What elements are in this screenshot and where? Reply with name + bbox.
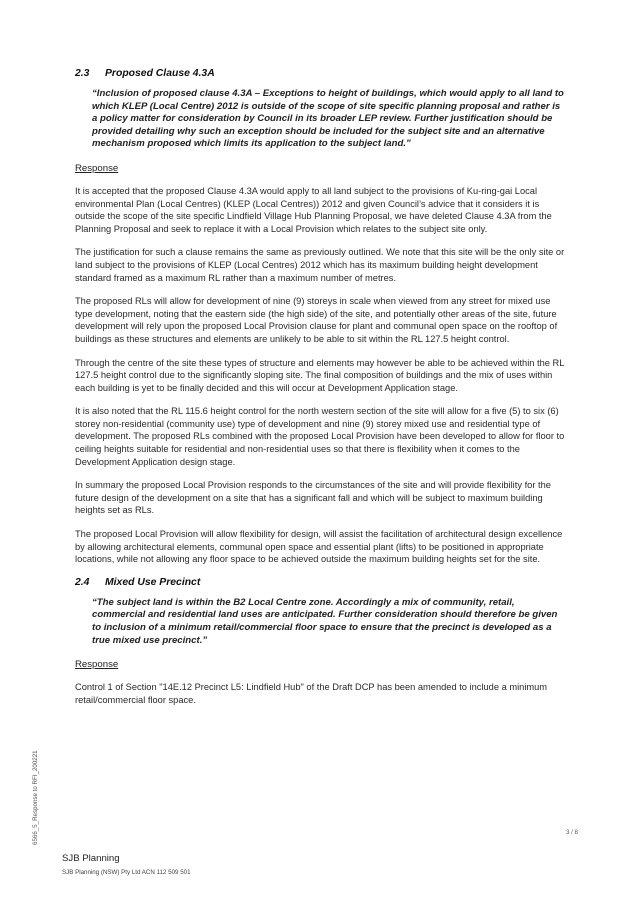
footer-company: SJB Planning [62, 853, 120, 864]
section-number: 2.3 [75, 68, 90, 79]
response-label: Response [75, 659, 119, 671]
page-number: 3 / 8 [565, 829, 578, 836]
side-document-reference: 6566_5_Response to RFI_200221 [32, 750, 39, 845]
response-label: Response [75, 162, 119, 174]
section-title: Proposed Clause 4.3A [105, 68, 215, 79]
council-quote: “The subject land is within the B2 Local Centre zone. Accordingly a mix of community, retail, commercial and residential land uses are anticipated. Further consideration should therefore be given to inclusion of a minimum retail/commercial floor space to ensure that the precinct is developed as a true mixed use precinct.” [92, 596, 558, 646]
paragraph: It is also noted that the RL 115.6 height control for the north western section of the site will allow for a five (5) to six (6) storey non-residential (community use) type of development and nine (9) storey mixed use and residential type of development. The proposed RLs combined with the proposed Local Provision have been developed to allow for floor to ceiling heights suitable for residential and non-residential uses so that there is flexibility when it comes to the Development Application design stage. [75, 406, 565, 467]
footer-details: SJB Planning (NSW) Pty Ltd ACN 112 509 501 [62, 869, 191, 876]
document-body [75, 68, 565, 717]
paragraph: In summary the proposed Local Provision responds to the circumstances of the site and will provide flexibility for the future design of the development on a site that has a significant fall and which will be subject to maximum building heights set as RLs. [75, 480, 551, 516]
section-2-3 [75, 68, 565, 566]
council-quote: “Inclusion of proposed clause 4.3A – Exceptions to height of buildings, which would apply to all land to which KLEP (Local Centre) 2012 is outside of the scope of site specific planning proposal and rather is a policy matter for consideration by Council in its broader LEP review. Further justification should be provided detailing why such an exception should be included for the subject site and an alternative mechanism proposed which limits its application to the subject land.” [92, 88, 564, 150]
paragraph: The proposed RLs will allow for development of nine (9) storeys in scale when viewed from any street for mixed use type development, noting that the eastern side (the high side) of the site, and potentially other areas of the site, future development will rely upon the proposed Local Provision clause for plant and communal open space on the rooftop of buildings as these structures and elements are unlikely to be able to sit within the RL 127.5 height control. [75, 296, 558, 344]
section-title: Mixed Use Precinct [105, 576, 201, 588]
section-number: 2.4 [75, 576, 90, 588]
section-2-4 [75, 577, 565, 707]
paragraph: The proposed Local Provision will allow flexibility for design, will assist the facilitation of architectural design excellence by allowing architectural elements, communal open space and essential plant (lifts) to be positioned in appropriate locations, while not allowing any floor space to be achieved outside the maximum building heights set for the site. [75, 529, 563, 565]
paragraph: Control 1 of Section "14E.12 Precinct L5: Lindfield Hub" of the Draft DCP has been amended to include a minimum retail/commercial floor space. [75, 682, 548, 705]
paragraph: The justification for such a clause remains the same as previously outlined. We note that this site will be the only site or land subject to the provisions of KLEP (Local Centres) 2012 which has its maximum building height development standard framed as a maximum RL rather than a maximum number of metres. [75, 247, 565, 283]
paragraph: Through the centre of the site these types of structure and elements may however be able to be achieved within the RL 127.5 height control due to the significantly sloping site. The final composition of buildings and the mix of uses within each building is yet to be finally decided and this will occur at Development Application stage. [75, 357, 565, 393]
section-heading [75, 68, 565, 79]
section-heading [75, 577, 565, 588]
paragraph: It is accepted that the proposed Clause 4.3A would apply to all land subject to the provisions of Ku-ring-gai Local environmental Plan (Local Centres) (KLEP (Local Centres)) 2012 and given Council’s advice that it considers it is outside the scope of the site specific Lindfield Village Hub Planning Proposal, we have deleted Clause 4.3A from the Planning Proposal and seek to replace it with a Local Provision which relates to the subject site only. [75, 185, 552, 234]
